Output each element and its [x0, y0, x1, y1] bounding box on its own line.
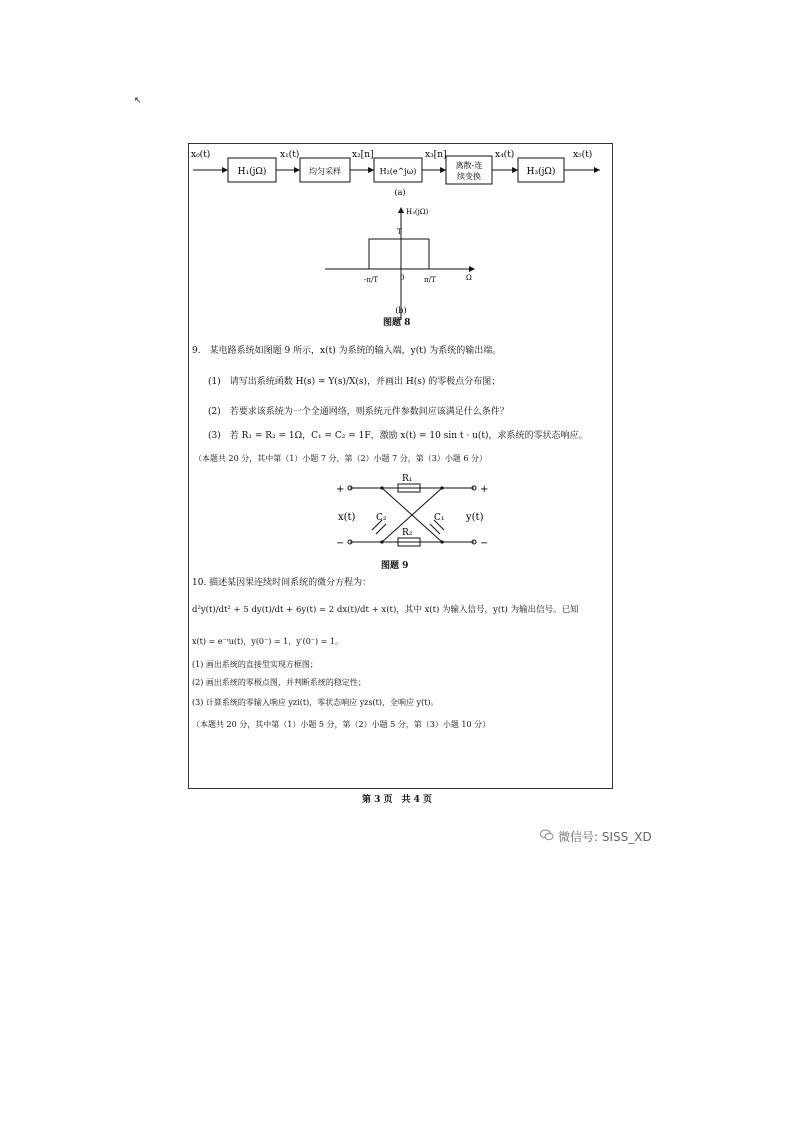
signal-x1-label: x₁(t) [280, 150, 300, 160]
q9-part1: (1) 请写出系统函数 H(s) = Y(s)/X(s)，并画出 H(s) 的零极点分布图； [208, 377, 501, 387]
graph-left-tick: -π/T [364, 276, 378, 284]
c2-label: C₂ [376, 513, 387, 523]
figure-8b-caption: (b) [395, 306, 407, 315]
input-plus-label: + [336, 484, 345, 495]
cursor-icon: ↖ [134, 96, 142, 106]
graph-origin-label: 0 [400, 274, 405, 282]
q10-initial-conditions: x(t) = e⁻ᵗu(t)，y(0⁻) = 1，y′(0⁻) = 1。 [192, 637, 344, 646]
graph-ylabel: H₃(jΩ) [406, 208, 429, 216]
block-h2-label: H₂(e^jω) [379, 167, 417, 176]
block-sampler-label: 均匀采样 [309, 167, 341, 176]
q10-equation: d²y(t)/dt² + 5 dy(t)/dt + 6y(t) = 2 dx(t)/dt + x(t)，其中 x(t) 为输入信号，y(t) 为输出信号。已知 [192, 605, 579, 615]
c1-label: C₁ [434, 513, 445, 523]
q10-part2: (2) 画出系统的零极点图，并判断系统的稳定性； [192, 678, 366, 687]
figure-8b-graph [320, 200, 490, 330]
q9-part3: (3) 若 R₁ = R₂ = 1Ω，C₁ = C₂ = 1F，激励 x(t) = 10 sin t · u(t)，求系统的零状态响应。 [208, 431, 588, 441]
page-footer: 第 3 页 共 4 页 [361, 795, 433, 805]
figure-8a-block-diagram [188, 143, 613, 203]
block-d2c-line2: 续变换 [457, 172, 481, 181]
watermark-text: 微信号: SISS_XD [558, 830, 652, 844]
figure-8-caption: 图题 8 [383, 318, 411, 328]
block-d2c-line1: 离散-连 [455, 161, 483, 170]
graph-right-tick: π/T [424, 276, 436, 284]
output-signal-label: y(t) [466, 512, 484, 523]
output-minus-label: − [480, 538, 489, 549]
signal-x0-label: x₀(t) [191, 150, 211, 160]
r2-label: R₂ [402, 528, 413, 538]
figure-8a-caption: (a) [394, 188, 406, 197]
graph-xlabel: Ω [466, 274, 472, 282]
q10-part3: (3) 计算系统的零输入响应 yzi(t)，零状态响应 yzs(t)，全响应 y(t)。 [192, 698, 439, 707]
q10-part1: (1) 画出系统的直接型实现方框图； [192, 660, 318, 669]
q9-score: （本题共 20 分，其中第（1）小题 7 分，第（2）小题 7 分，第（3）小题 6 分） [194, 454, 488, 463]
q9-stem: 9. 某电路系统如图题 9 所示，x(t) 为系统的输入端，y(t) 为系统的输出端。 [192, 346, 502, 356]
signal-x3-label: x₃[n] [425, 150, 447, 160]
figure-9-circuit [330, 470, 500, 555]
signal-x2-label: x₂[n] [352, 150, 374, 160]
signal-x5-label: x₅(t) [573, 150, 593, 160]
q10-stem: 10. 描述某因果连续时间系统的微分方程为： [192, 578, 372, 588]
input-minus-label: − [336, 538, 345, 549]
watermark [540, 828, 652, 845]
signal-x4-label: x₄(t) [495, 150, 515, 160]
q9-part2: (2) 若要求该系统为一个全通网络，则系统元件参数间应该满足什么条件？ [208, 407, 509, 417]
block-h3-label: H₃(jΩ) [526, 167, 556, 177]
wechat-icon [540, 829, 554, 844]
q10-score: （本题共 20 分，其中第（1）小题 5 分，第（2）小题 5 分，第（3）小题 10 分） [192, 720, 491, 729]
block-h1-label: H₁(jΩ) [237, 167, 267, 177]
figure-9-caption: 图题 9 [381, 561, 409, 571]
output-plus-label: + [480, 484, 489, 495]
input-signal-label: x(t) [338, 512, 356, 523]
r1-label: R₁ [402, 474, 413, 484]
graph-height-label: T [397, 228, 402, 236]
